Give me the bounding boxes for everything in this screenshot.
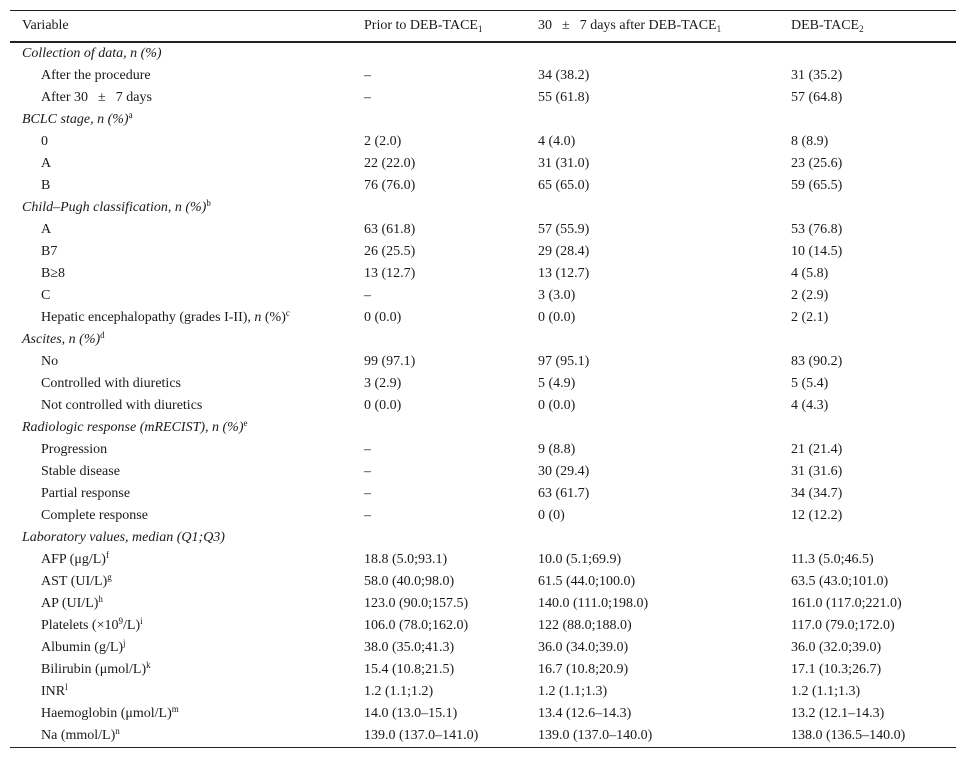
cell-deb2: 59 (65.5) (791, 178, 843, 193)
cell-deb2: 13.2 (12.1–14.3) (791, 706, 885, 721)
cell-prior: 14.0 (13.0–15.1) (364, 706, 458, 721)
row-label-post: 7 days (115, 90, 152, 105)
row-label (10, 307, 352, 329)
cell-prior: 15.4 (10.8;21.5) (364, 662, 455, 677)
table-row (10, 307, 956, 329)
cell-prior: 139.0 (137.0–141.0) (364, 728, 479, 743)
cell-deb2: 161.0 (117.0;221.0) (791, 596, 902, 611)
section-row-ascites (10, 329, 956, 351)
table-row (10, 615, 956, 637)
row-label: Controlled with diuretics (41, 376, 181, 391)
row-label: No (41, 354, 59, 369)
cell-deb2: 10 (14.5) (791, 244, 843, 259)
header-deb2 (779, 11, 956, 43)
cell-deb2: 8 (8.9) (791, 134, 829, 149)
cell-deb2: 31 (35.2) (791, 68, 843, 83)
row-label: B7 (41, 244, 58, 259)
cell-prior: 76 (76.0) (364, 178, 416, 193)
row-label-pre: Hepatic encephalopathy (grades I-II), (41, 310, 255, 325)
section-title: Laboratory values, median (Q1;Q3) (22, 530, 225, 545)
row-label (10, 703, 352, 725)
cell-prior: – (364, 68, 371, 83)
cell-after: 13.4 (12.6–14.3) (538, 706, 632, 721)
header-row (10, 11, 956, 43)
section-title (10, 417, 956, 439)
row-label: 0 (41, 134, 48, 149)
cell-deb2: 57 (64.8) (791, 90, 843, 105)
cell-deb2: 23 (25.6) (791, 156, 843, 171)
cell-after: 0 (0) (538, 508, 565, 523)
row-label-text: Haemoglobin (μmol/L) (41, 706, 172, 721)
section-title-text: Radiologic response (mRECIST), n (%) (22, 420, 244, 435)
section-row-laboratory (10, 527, 956, 549)
footnote-mark: h (98, 594, 103, 604)
row-label: Progression (41, 442, 108, 457)
row-label (10, 725, 352, 748)
footnote-mark: d (100, 330, 105, 340)
row-label-text: Bilirubin (μmol/L) (41, 662, 147, 677)
header-after-pre: 30 (538, 18, 552, 33)
table-row (10, 505, 956, 527)
row-label-n: n (254, 310, 262, 325)
footnote-mark: k (146, 660, 151, 670)
table-header (10, 11, 956, 43)
cell-deb2: 11.3 (5.0;46.5) (791, 552, 874, 567)
row-label: After the procedure (41, 68, 151, 83)
table-row (10, 637, 956, 659)
footnote-mark: n (115, 726, 120, 736)
cell-after: 55 (61.8) (538, 90, 590, 105)
cell-after: 57 (55.9) (538, 222, 590, 237)
row-label-text: Na (mmol/L) (41, 728, 116, 743)
table-row (10, 263, 956, 285)
table-row (10, 373, 956, 395)
table-row (10, 175, 956, 197)
row-label-pm: ± (98, 90, 106, 105)
exponent: 9 (118, 616, 123, 626)
cell-prior: – (364, 90, 371, 105)
table-row (10, 65, 956, 87)
row-label: A (41, 156, 52, 171)
table-row (10, 351, 956, 373)
cell-after: 4 (4.0) (538, 134, 576, 149)
row-label (10, 549, 352, 571)
cell-prior: 13 (12.7) (364, 266, 416, 281)
cell-prior: 0 (0.0) (364, 310, 402, 325)
cell-after: 10.0 (5.1;69.9) (538, 552, 622, 567)
cell-prior: 2 (2.0) (364, 134, 402, 149)
cell-prior: 99 (97.1) (364, 354, 416, 369)
cell-after: 1.2 (1.1;1.3) (538, 684, 608, 699)
cell-after: 29 (28.4) (538, 244, 590, 259)
cell-prior: 18.8 (5.0;93.1) (364, 552, 448, 567)
footnote-mark: l (65, 682, 68, 692)
table-row (10, 131, 956, 153)
header-after-sub: 1 (716, 24, 722, 34)
section-title (10, 109, 956, 131)
footnote-mark: c (285, 308, 290, 318)
row-label (10, 87, 352, 109)
cell-deb2: 53 (76.8) (791, 222, 843, 237)
header-prior-text: Prior to DEB-TACE (364, 18, 478, 33)
cell-after: 30 (29.4) (538, 464, 590, 479)
cell-deb2: 17.1 (10.3;26.7) (791, 662, 882, 677)
row-label-text: AP (UI/L) (41, 596, 99, 611)
cell-after: 0 (0.0) (538, 398, 576, 413)
cell-deb2: 63.5 (43.0;101.0) (791, 574, 889, 589)
cell-after: 9 (8.8) (538, 442, 576, 457)
cell-deb2: 1.2 (1.1;1.3) (791, 684, 861, 699)
cell-after: 122 (88.0;188.0) (538, 618, 632, 633)
cell-prior: 58.0 (40.0;98.0) (364, 574, 455, 589)
table-row (10, 659, 956, 681)
cell-after: 61.5 (44.0;100.0) (538, 574, 636, 589)
row-label-post: /L) (123, 618, 141, 633)
footnote-mark: a (128, 110, 133, 120)
row-label-text: INR (41, 684, 66, 699)
table-row (10, 241, 956, 263)
section-title (10, 197, 956, 219)
cell-after: 0 (0.0) (538, 310, 576, 325)
cell-deb2: 31 (31.6) (791, 464, 843, 479)
cell-prior: – (364, 486, 371, 501)
row-label: B≥8 (41, 266, 66, 281)
table-row (10, 681, 956, 703)
row-label-text: AST (UI/L) (41, 574, 108, 589)
row-label: Complete response (41, 508, 148, 523)
cell-prior: 63 (61.8) (364, 222, 416, 237)
header-deb2-text: DEB-TACE (791, 18, 860, 33)
row-label: Not controlled with diuretics (41, 398, 203, 413)
table-row (10, 483, 956, 505)
row-label-post: (%) (261, 310, 286, 325)
cell-after: 36.0 (34.0;39.0) (538, 640, 629, 655)
cell-deb2: 4 (4.3) (791, 398, 829, 413)
row-label-pre: Platelets (×10 (41, 618, 119, 633)
cell-prior: 38.0 (35.0;41.3) (364, 640, 455, 655)
cell-deb2: 12 (12.2) (791, 508, 843, 523)
row-label (10, 681, 352, 703)
cell-deb2: 21 (21.4) (791, 442, 843, 457)
cell-prior: – (364, 288, 371, 303)
footnote-mark: m (171, 704, 179, 714)
cell-prior: 22 (22.0) (364, 156, 416, 171)
cell-after: 3 (3.0) (538, 288, 576, 303)
header-prior (352, 11, 526, 43)
header-deb2-sub: 2 (859, 24, 864, 34)
row-label: C (41, 288, 51, 303)
cell-after: 13 (12.7) (538, 266, 590, 281)
row-label (10, 571, 352, 593)
cell-after: 140.0 (111.0;198.0) (538, 596, 649, 611)
section-row-collection (10, 42, 956, 65)
table-body (10, 42, 956, 748)
cell-prior: 3 (2.9) (364, 376, 402, 391)
cell-prior: 123.0 (90.0;157.5) (364, 596, 469, 611)
table-row (10, 571, 956, 593)
table-row (10, 395, 956, 417)
table-row (10, 549, 956, 571)
cell-deb2: 4 (5.8) (791, 266, 829, 281)
table-row (10, 725, 956, 748)
cell-after: 139.0 (137.0–140.0) (538, 728, 653, 743)
header-after-text: 7 days after DEB-TACE (579, 18, 717, 33)
footnote-mark: g (107, 572, 112, 582)
row-label: B (41, 178, 51, 193)
footnote-mark: b (206, 198, 211, 208)
cell-prior: – (364, 442, 371, 457)
cell-prior: – (364, 464, 371, 479)
row-label: Partial response (41, 486, 131, 501)
cell-after: 65 (65.0) (538, 178, 590, 193)
section-title: Collection of data, n (%) (22, 46, 162, 61)
footnote-mark: i (140, 616, 143, 626)
cell-prior: – (364, 508, 371, 523)
data-table (10, 10, 956, 748)
footnote-mark: e (243, 418, 248, 428)
cell-deb2: 138.0 (136.5–140.0) (791, 728, 906, 743)
section-row-bclc (10, 109, 956, 131)
row-label: A (41, 222, 52, 237)
cell-after: 5 (4.9) (538, 376, 576, 391)
cell-after: 97 (95.1) (538, 354, 590, 369)
header-variable: Variable (22, 18, 69, 33)
table-container (10, 10, 956, 748)
row-label-text: Albumin (g/L) (41, 640, 124, 655)
cell-deb2: 36.0 (32.0;39.0) (791, 640, 882, 655)
section-title (10, 329, 956, 351)
row-label: Stable disease (41, 464, 120, 479)
table-row (10, 285, 956, 307)
section-title-text: Ascites, n (%) (22, 332, 101, 347)
cell-prior: 106.0 (78.0;162.0) (364, 618, 469, 633)
row-label (10, 637, 352, 659)
cell-deb2: 2 (2.9) (791, 288, 829, 303)
header-after-pm: ± (562, 18, 570, 33)
row-label-text: AFP (μg/L) (41, 552, 106, 567)
header-prior-sub: 1 (477, 24, 483, 34)
header-after (526, 11, 779, 43)
section-title-text: BCLC stage, n (%) (22, 112, 129, 127)
cell-deb2: 117.0 (79.0;172.0) (791, 618, 895, 633)
section-title-text: Child–Pugh classification, n (%) (22, 200, 207, 215)
table-row (10, 219, 956, 241)
cell-after: 31 (31.0) (538, 156, 590, 171)
table-row (10, 439, 956, 461)
cell-after: 63 (61.7) (538, 486, 590, 501)
table-row (10, 593, 956, 615)
footnote-mark: j (123, 638, 126, 648)
section-row-radiologic (10, 417, 956, 439)
footnote-mark: f (105, 550, 109, 560)
cell-deb2: 83 (90.2) (791, 354, 843, 369)
table-row (10, 153, 956, 175)
cell-prior: 26 (25.5) (364, 244, 416, 259)
table-row (10, 87, 956, 109)
table-row (10, 461, 956, 483)
cell-after: 34 (38.2) (538, 68, 590, 83)
row-label (10, 593, 352, 615)
cell-deb2: 5 (5.4) (791, 376, 829, 391)
row-label-pre: After 30 (41, 90, 89, 105)
cell-deb2: 34 (34.7) (791, 486, 843, 501)
cell-deb2: 2 (2.1) (791, 310, 829, 325)
row-label (10, 615, 352, 637)
table-row (10, 703, 956, 725)
row-label (10, 659, 352, 681)
cell-prior: 1.2 (1.1;1.2) (364, 684, 434, 699)
cell-after: 16.7 (10.8;20.9) (538, 662, 629, 677)
section-row-child-pugh (10, 197, 956, 219)
cell-prior: 0 (0.0) (364, 398, 402, 413)
